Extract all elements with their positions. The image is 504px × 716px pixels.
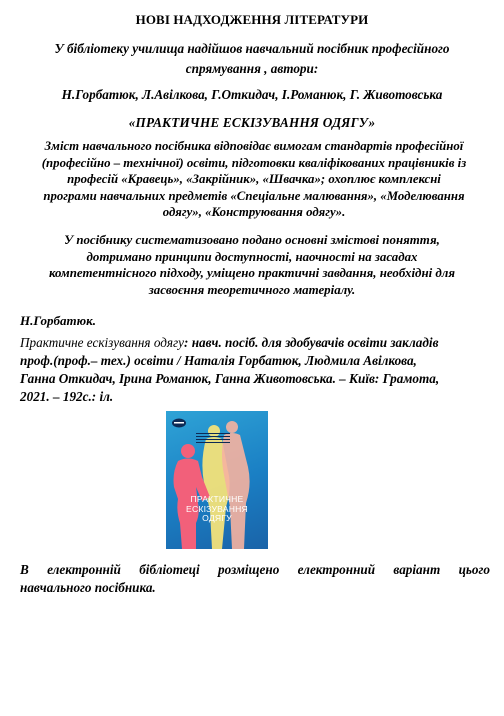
reference-line-2: проф.(проф.– тех.) освіти / Наталія Горбатюк, Людмила Авілкова,	[20, 353, 417, 368]
intro-paragraph	[24, 39, 480, 79]
reference-line-4: 2021. – 192с.: іл.	[20, 389, 114, 404]
book-cover-image	[166, 411, 268, 549]
cover-title	[166, 495, 268, 524]
systematized-line: засвоєння теоретичного матеріалу.	[148, 282, 356, 297]
reference-line-1-rest: : навч. посіб. для здобувачів освіти закладів	[184, 335, 439, 350]
systematized-paragraph	[24, 232, 480, 298]
footer-line-1: В електронній бібліотеці розміщено електронний варіант цього	[20, 562, 490, 577]
description-line: одягу», «Конструювання одягу».	[162, 205, 346, 219]
systematized-line: У посібнику систематизовано подано основні змістові поняття,	[64, 233, 440, 247]
cover-title-line: ОДЯГУ	[202, 513, 232, 523]
book-title: «ПРАКТИЧНЕ ЕСКІЗУВАННЯ ОДЯГУ»	[128, 115, 376, 130]
description-line: професій «Кравець», «Закрійник», «Швачка»; охоплює комплексні	[67, 172, 441, 186]
description-line: програми навчальних предметів «Спеціальне малювання», «Моделювання	[43, 188, 465, 203]
bibliographic-reference	[20, 334, 490, 406]
cover-title-line: ПРАКТИЧНЕ	[190, 494, 244, 504]
authors-line: Н.Горбатюк, Л.Авілкова, Г.Откидач, І.Романюк, Г. Животовська	[61, 87, 443, 102]
reference-lead: Практичне ескізування одягу	[20, 335, 185, 350]
intro-line-2: спрямування , автори:	[185, 61, 319, 76]
description-line: (професійно – технічної) освіти, підготовки кваліфікованих працівників із	[41, 155, 467, 170]
reference-line-3: Ганна Откидач, Ірина Романюк, Ганна Животовська. – Київ: Грамота,	[20, 371, 440, 386]
description-line: Зміст навчального посібника відповідає вимогам стандартів професійної	[44, 139, 464, 153]
cover-author-list	[196, 433, 256, 443]
systematized-line: дотримано принципи доступності, наочності на засадах	[86, 249, 418, 264]
cover-illustration	[166, 411, 268, 549]
author-name: Н.Горбатюк.	[20, 313, 96, 328]
cover-title-line: ЕСКІЗУВАННЯ	[186, 503, 248, 514]
page-heading: НОВІ НАДХОДЖЕННЯ ЛІТЕРАТУРИ	[135, 12, 369, 27]
reference-line-1	[20, 334, 490, 352]
systematized-line: компетентнісного підходу, уміщено практичні завдання, необхідні для	[48, 266, 456, 280]
intro-line-1: У бібліотеку училища надійшов навчальний посібник професійного	[54, 41, 450, 56]
description-paragraph	[20, 138, 488, 221]
footer-line-2: навчального посібника.	[20, 580, 156, 595]
footer-paragraph	[20, 561, 490, 597]
